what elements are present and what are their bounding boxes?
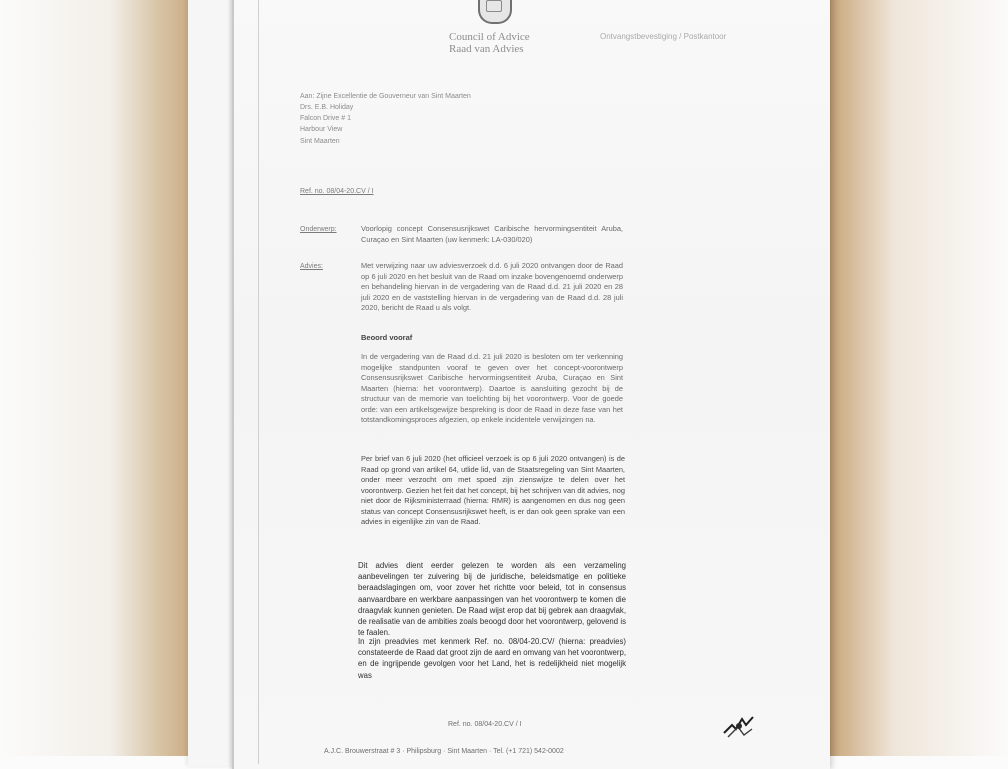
reference-number: Ref. no. 08/04-20.CV / I — [300, 188, 374, 195]
underlying-paper-sheet — [188, 0, 235, 766]
subject-label: Onderwerp: — [300, 226, 337, 233]
page-fold-line — [258, 0, 259, 764]
address-line: Falcon Drive # 1 — [300, 115, 351, 122]
footer-reference: Ref. no. 08/04-20.CV / I — [448, 721, 522, 728]
wooden-table-right — [818, 0, 1008, 756]
wooden-table-left — [0, 0, 200, 756]
address-line: Aan: Zijne Excellentie de Gouverneur van Sint Maarten — [300, 93, 471, 100]
address-line: Harbour View — [300, 126, 343, 133]
footer-address: A.J.C. Brouwerstraat # 3 · Philipsburg · Sint Maarten · Tel. (+1 721) 542-0002 — [324, 748, 564, 755]
address-line: Sint Maarten — [300, 138, 340, 145]
coat-of-arms-logo — [478, 0, 512, 24]
org-name-english: Council of Advice — [449, 31, 530, 43]
body-paragraph: Dit advies dient eerder gelezen te worden als een verzameling aanbevelingen ter zuivering bij de juridische, beleidsmatige en politieke beraadslagingen om, voor zover het richtte voor beleid, tot in consensus aanvaardbare en werkbare aanpassingen van het voorontwerp te komen die draagvlak kunnen genieten. De Raad wijst erop dat bij gebrek aan draagvlak, de realisatie van de ambities zoals beoogd door het voorontwerp, gelovend is te faalen. — [358, 561, 626, 638]
address-line: Drs. E.B. Holiday — [300, 104, 354, 111]
advice-label: Advies: — [300, 263, 323, 270]
subject-text: Voorlopig concept Consensusrijkswet Caribische hervormingsentiteit Aruba, Curaçao en Sint Maarten (uw kenmerk: LA-030/020) — [361, 224, 623, 244]
received-stamp: Ontvangstbevestiging / Postkantoor — [600, 32, 727, 41]
body-paragraph: Per brief van 6 juli 2020 (het officieel verzoek is op 6 juli 2020 ontvangen) is de Raad op grond van artikel 64, utlide lid, van de Staatsregeling van Sint Maarten, onder meer verzocht om met spoed zijn zienswijze te delen over het voorontwerp. Gezien het feit dat het concept, bij het schrijven van dit advies, nog niet door de Rijksministerraad (hierna: RMR) is aangenomen en dus nog geen status van concept Consensusrijkswet heeft, is er dan ook geen sprake van een advies in eigenlijke zin van de Raad. — [361, 454, 625, 526]
body-paragraph: In zijn preadvies met kenmerk Ref. no. 08/04-20.CV/ (hierna: preadvies) constateerde de Raad dat groot zijn de aard en omvang van het voorontwerp, en de ingrijpende gevolgen voor het Land, het is redelijkheid niet mogelijk was — [358, 637, 626, 680]
signature-mark — [722, 711, 756, 741]
body-paragraph: In de vergadering van de Raad d.d. 21 juli 2020 is besloten om ter verkenning mogelijke standpunten vooraf te geven over het concept-voorontwerp Consensusrijkswet Caribische hervormingsentiteit Aruba, Curaçao en Sint Maarten (hierna: het voorontwerp). Daartoe is aansluiting gezocht bij de structuur van de memorie van toelichting bij het voorontwerp. Voor de goede orde: van een artikelsgewijze bespreking is door de Raad in deze fase van het totstandkomingsproces afgezien, op enkele incidentele verwijzingen na. — [361, 352, 623, 424]
section-title: Beoord vooraf — [361, 333, 413, 342]
org-name-dutch: Raad van Advies — [449, 43, 524, 55]
advice-intro: Met verwijzing naar uw adviesverzoek d.d. 6 juli 2020 ontvangen door de Raad op 6 juli 2020 en het besluit van de Raad om inzake bovengenoemd onderwerp en behandeling hiervan in de vergadering van de Raad d.d. 21 juli 2020 en 28 juli 2020 en de vaststelling hiervan in de vergadering van de Raad d.d. 28 juli 2020, bericht de Raad u als volgt. — [361, 261, 623, 312]
